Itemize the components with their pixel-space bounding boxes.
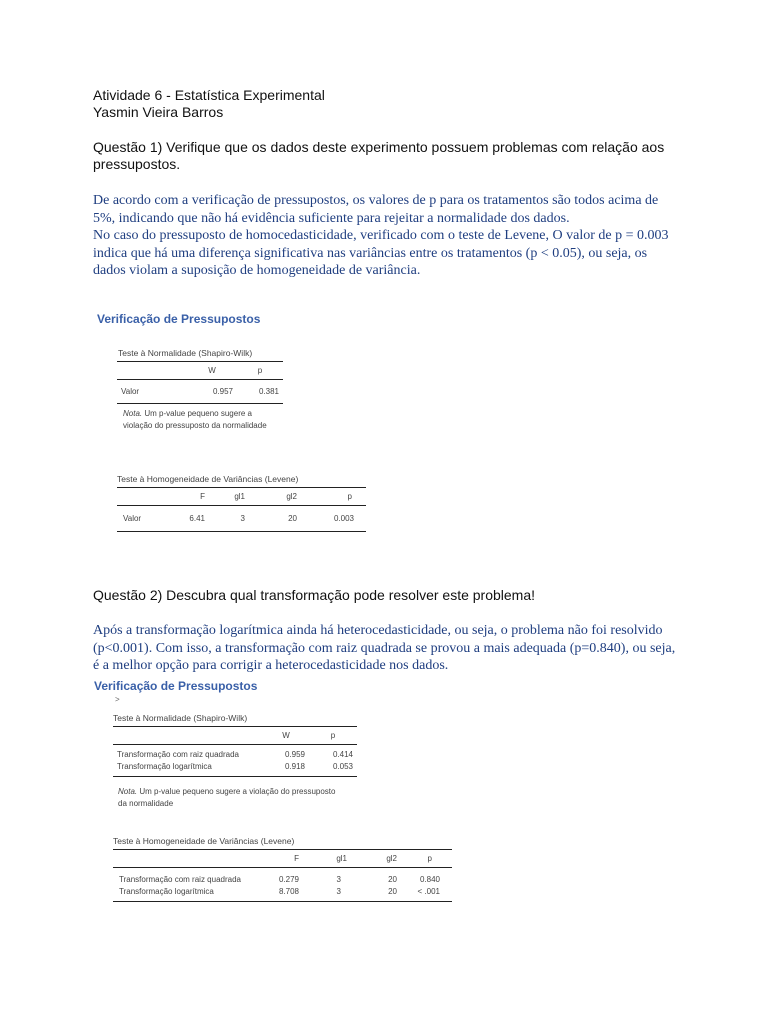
table-header-row — [117, 488, 366, 506]
table-cell: 0.381 — [237, 380, 283, 404]
table-header-cell — [117, 488, 167, 506]
figure-1-levene-caption: Teste à Homogeneidade de Variâncias (Levene) — [117, 474, 299, 484]
table-row — [113, 885, 452, 902]
table-row — [117, 380, 283, 404]
figure-2-title: Verificação de Pressupostos — [94, 679, 258, 693]
table-cell: 8.708 — [263, 885, 303, 902]
table-header-cell: p — [237, 362, 283, 380]
table-header-row — [113, 727, 357, 745]
table-cell: 20 — [351, 885, 401, 902]
figure-1-normality-table — [117, 361, 283, 404]
table-cell: Transformação com raiz quadrada — [119, 875, 241, 884]
table-header-row — [113, 850, 452, 868]
answer-2: Após a transformação logarítmica ainda há heterocedasticidade, ou seja, o problema não foi resolvido (p<0.001). Com isso, a transformação com raiz quadrada se provou a mais adequada (p=0.840), ou seja, é a melhor opção para corrigir a heterocedasticidade nos dados. — [93, 623, 676, 673]
table-header-cell: p — [309, 727, 357, 745]
table-cell: 20 — [249, 506, 301, 532]
table-cell: 0.414 — [332, 750, 353, 759]
question-1: Questão 1) Verifique que os dados deste experimento possuem problemas com relação aos pressupostos. — [93, 139, 665, 172]
table-header-cell: gl1 — [303, 850, 351, 868]
figure-2-normality-note — [118, 786, 338, 810]
table-cell: 3 — [209, 506, 249, 532]
note-text: Um p-value pequeno sugere a violação do pressuposto da normalidade — [118, 787, 336, 808]
table-cell: Valor — [117, 380, 187, 404]
figure-2-normality-table — [113, 726, 357, 777]
figure-2-levene-caption: Teste à Homogeneidade de Variâncias (Levene) — [113, 836, 295, 846]
table-cell: Valor — [117, 506, 167, 532]
table-header-cell: gl2 — [249, 488, 301, 506]
answer-1 — [93, 192, 678, 280]
document-title: Atividade 6 - Estatística Experimental — [93, 87, 325, 103]
note-text: Um p-value pequeno sugere a violação do pressuposto da normalidade — [123, 409, 267, 430]
note-label: Nota. — [123, 409, 143, 418]
table-cell: 0.053 — [309, 760, 357, 777]
answer-1-paragraph-1: De acordo com a verificação de pressupostos, os valores de p para os tratamentos são todos acima de 5%, indicando que não há evidência suficiente para rejeitar a normalidade dos dados. — [93, 193, 659, 226]
table-header-cell: gl2 — [351, 850, 401, 868]
figure-1-normality-caption: Teste à Normalidade (Shapiro-Wilk) — [118, 348, 253, 358]
document-author: Yasmin Vieira Barros — [93, 104, 224, 120]
table-row — [113, 868, 452, 886]
table-header-cell: W — [263, 727, 309, 745]
table-header-row — [117, 362, 283, 380]
figure-1-title: Verificação de Pressupostos — [97, 312, 261, 326]
table-header-cell — [117, 362, 187, 380]
table-cell: 0.840 — [419, 875, 440, 884]
question-2: Questão 2) Descubra qual transformação pode resolver este problema! — [93, 587, 536, 603]
table-header-cell: p — [301, 488, 366, 506]
figure-2-levene-table — [113, 849, 452, 902]
table-header-cell: W — [187, 362, 237, 380]
figure-1-levene-table — [117, 487, 366, 532]
table-cell: Transformação com raiz quadrada — [117, 750, 239, 759]
table-cell: Transformação logarítmica — [113, 760, 263, 777]
expand-arrow-icon[interactable]: > — [115, 695, 120, 704]
table-cell: 0.959 — [284, 750, 305, 759]
table-row — [113, 760, 357, 777]
table-row — [113, 745, 357, 761]
note-label: Nota. — [118, 787, 138, 796]
table-header-cell — [113, 850, 263, 868]
table-cell: 0.918 — [263, 760, 309, 777]
figure-2-normality-caption: Teste à Normalidade (Shapiro-Wilk) — [113, 713, 248, 723]
table-cell: 20 — [388, 875, 397, 884]
table-header-cell: F — [263, 850, 303, 868]
table-cell: 0.003 — [301, 506, 366, 532]
table-header-cell: gl1 — [209, 488, 249, 506]
table-cell: < .001 — [401, 885, 452, 902]
table-cell: 3 — [303, 885, 351, 902]
answer-1-paragraph-2: No caso do pressuposto de homocedasticidade, verificado com o teste de Levene, O valor de p = 0.003 indica que há uma diferença significativa nas variâncias entre os tratamentos (p < 0.05), ou seja, os dados violam a suposição de homogeneidade de variância. — [93, 228, 669, 278]
table-header-cell: p — [401, 850, 452, 868]
table-cell: 3 — [336, 875, 341, 884]
figure-1-normality-note — [123, 408, 283, 432]
table-cell: Transformação logarítmica — [113, 885, 263, 902]
table-cell: 0.279 — [278, 875, 299, 884]
table-header-cell: F — [167, 488, 209, 506]
table-cell: 6.41 — [167, 506, 209, 532]
table-row — [117, 506, 366, 532]
table-cell: 0.957 — [187, 380, 237, 404]
table-header-cell — [113, 727, 263, 745]
